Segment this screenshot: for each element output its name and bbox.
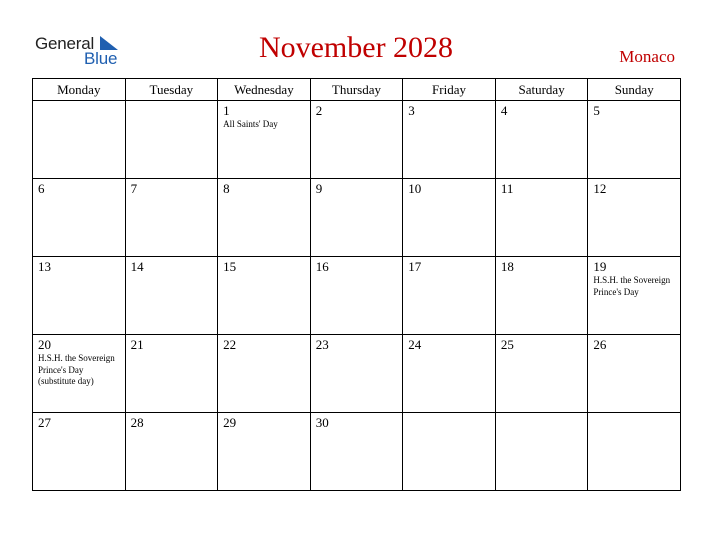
calendar-day-cell (125, 257, 218, 335)
weekday-header: Saturday (495, 79, 588, 101)
calendar-week-row (33, 257, 681, 335)
day-number: 10 (408, 181, 422, 196)
calendar-day-cell (588, 179, 681, 257)
calendar-day-cell (218, 257, 311, 335)
calendar-day-cell (33, 179, 126, 257)
calendar-day-cell (403, 257, 496, 335)
day-number: 15 (223, 259, 237, 274)
calendar-day-cell (403, 179, 496, 257)
calendar-day-cell (125, 335, 218, 413)
calendar-day-cell (403, 413, 496, 491)
calendar-day-cell (125, 179, 218, 257)
calendar-day-cell (588, 413, 681, 491)
page-title: November 2028 (258, 31, 454, 64)
calendar-day-cell (310, 179, 403, 257)
calendar-day-cell (33, 101, 126, 179)
calendar-day-cell (310, 413, 403, 491)
logo-text-blue: Blue (84, 49, 118, 68)
calendar-day-cell (588, 335, 681, 413)
calendar-day-cell (33, 335, 126, 413)
calendar-week-row (33, 101, 681, 179)
calendar-day-cell (588, 257, 681, 335)
calendar-day-cell (33, 413, 126, 491)
country-label: Monaco (619, 47, 675, 66)
weekday-header: Tuesday (125, 79, 218, 101)
calendar-day-cell (125, 413, 218, 491)
weekday-header-row (33, 79, 681, 101)
calendar-day-cell (310, 257, 403, 335)
day-number: 11 (500, 181, 514, 196)
day-number: 24 (408, 337, 422, 352)
day-number: 1 (223, 103, 230, 118)
day-number: 16 (315, 259, 329, 274)
calendar-day-cell (495, 257, 588, 335)
day-number: 5 (593, 103, 600, 118)
calendar-day-cell (403, 335, 496, 413)
weekday-header: Sunday (588, 79, 681, 101)
calendar-day-cell (495, 179, 588, 257)
calendar-day-cell (218, 335, 311, 413)
calendar-day-cell (310, 335, 403, 413)
day-number: 2 (315, 103, 323, 118)
day-number: 23 (315, 337, 329, 352)
day-number: 26 (593, 337, 607, 352)
calendar-week-row (33, 179, 681, 257)
calendar-day-cell (588, 101, 681, 179)
calendar-day-cell (495, 101, 588, 179)
day-number: 7 (130, 181, 138, 196)
holiday-label: H.S.H. the Sovereign Prince's Day (substitute day) (38, 353, 115, 386)
day-number: 22 (223, 337, 237, 352)
logo-text-general: General (35, 34, 95, 53)
day-number: 8 (223, 181, 230, 196)
day-number: 21 (130, 337, 144, 352)
day-number: 18 (500, 259, 514, 274)
weekday-header: Wednesday (218, 79, 311, 101)
calendar-day-cell (218, 179, 311, 257)
calendar-week-row (33, 335, 681, 413)
calendar-day-cell (125, 101, 218, 179)
calendar-day-cell (33, 257, 126, 335)
day-number: 14 (130, 259, 144, 274)
weekday-header: Friday (403, 79, 496, 101)
day-number: 20 (38, 337, 51, 352)
day-number: 3 (408, 103, 415, 118)
calendar-day-cell (218, 101, 311, 179)
day-number: 13 (38, 259, 51, 274)
holiday-label: All Saints' Day (223, 119, 278, 129)
day-number: 19 (593, 259, 607, 274)
calendar-day-cell (310, 101, 403, 179)
calendar-day-cell (403, 101, 496, 179)
day-number: 17 (408, 259, 422, 274)
day-number: 4 (500, 103, 508, 118)
weekday-header: Thursday (310, 79, 403, 101)
calendar-week-row (33, 413, 681, 491)
day-number: 12 (593, 181, 607, 196)
day-number: 29 (223, 415, 237, 430)
holiday-label: H.S.H. the Sovereign Prince's Day (593, 275, 671, 297)
day-number: 25 (500, 337, 514, 352)
calendar-grid (32, 78, 681, 491)
day-number: 27 (38, 415, 51, 430)
day-number: 6 (38, 181, 45, 196)
day-number: 30 (315, 415, 329, 430)
day-number: 28 (130, 415, 144, 430)
calendar-day-cell (495, 413, 588, 491)
weekday-header: Monday (33, 79, 126, 101)
day-number: 9 (315, 181, 323, 196)
calendar-day-cell (495, 335, 588, 413)
calendar-day-cell (218, 413, 311, 491)
